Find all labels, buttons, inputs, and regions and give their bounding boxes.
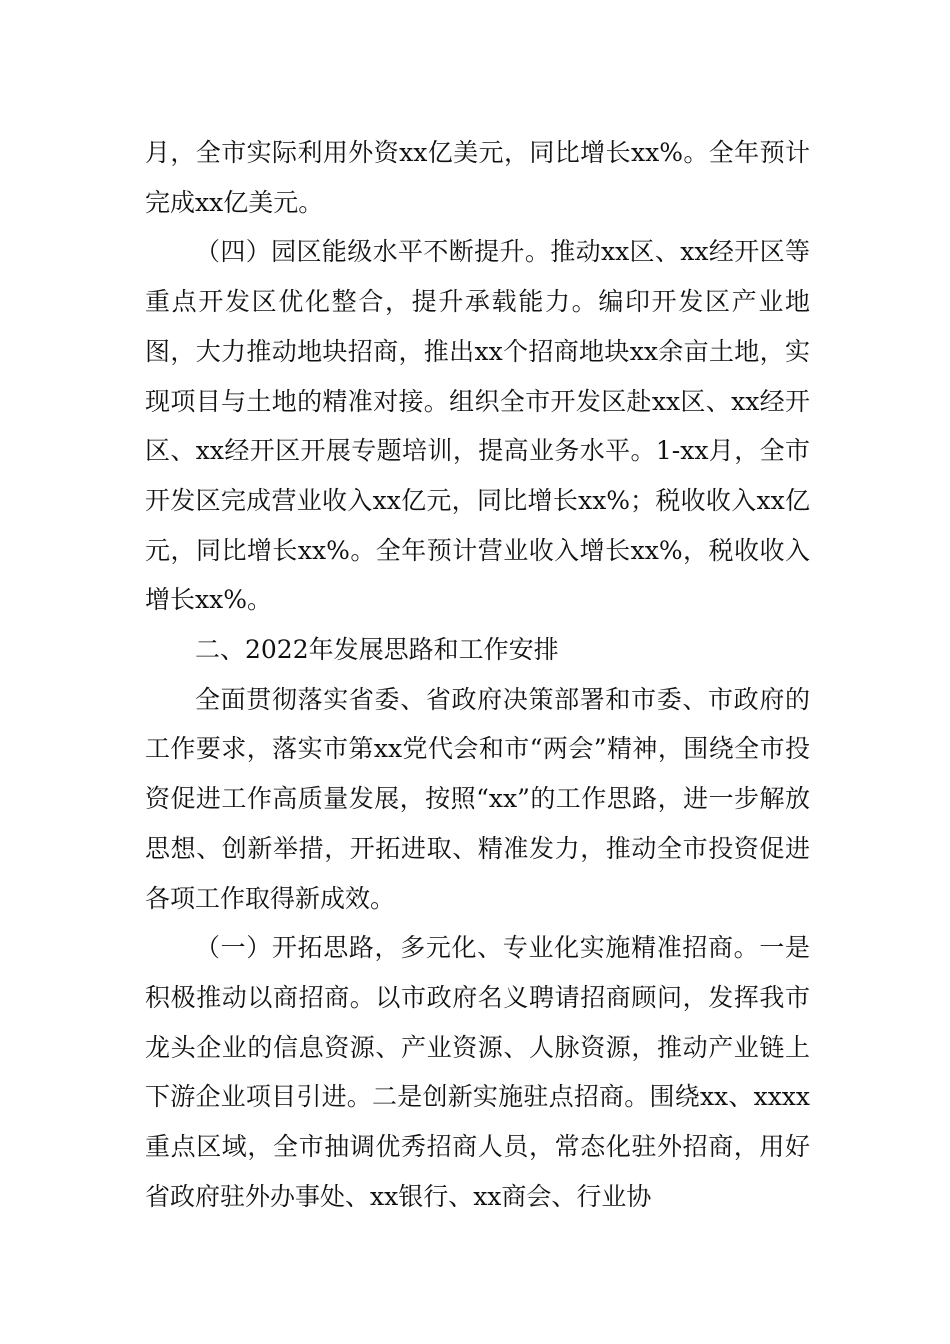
paragraph-park-upgrade: （四）园区能级水平不断提升。推动xx区、xx经开区等重点开发区优化整合，提升承载能力。编印开发区产业地图，大力推动地块招商，推出xx个招商地块xx余亩土地，实现项目与土地的精准对接。组织全市开发区赴xx区、xx经开区、xx经开区开展专题培训，提高业务水平。1-xx月，全市开发区完成营业收入xx亿元，同比增长xx%；税收收入xx亿元，同比增长xx%。全年预计营业收入增长xx%，税收收入增长xx%。 xyxy=(145,237,810,615)
document-body xyxy=(145,128,810,1221)
section-heading-2022: 二、2022年发展思路和工作安排 xyxy=(195,635,559,665)
paragraph-continuation: 月，全市实际利用外资xx亿美元，同比增长xx%。全年预计完成xx亿美元。 xyxy=(145,138,810,217)
paragraph-overview: 全面贯彻落实省委、省政府决策部署和市委、市政府的工作要求，落实市第xx党代会和市“两会”精神，围绕全市投资促进工作高质量发展，按照“xx”的工作思路，进一步解放思想、创新举措，开拓进取、精准发力，推动全市投资促进各项工作取得新成效。 xyxy=(145,684,810,913)
paragraph-investment: （一）开拓思路，多元化、专业化实施精准招商。一是积极推动以商招商。以市政府名义聘请招商顾问，发挥我市龙头企业的信息资源、产业资源、人脉资源，推动产业链上下游企业项目引进。二是创新实施驻点招商。围绕xx、xxxx重点区域，全市抽调优秀招商人员，常态化驻外招商，用好省政府驻外办事处、xx银行、xx商会、行业协 xyxy=(145,933,810,1211)
